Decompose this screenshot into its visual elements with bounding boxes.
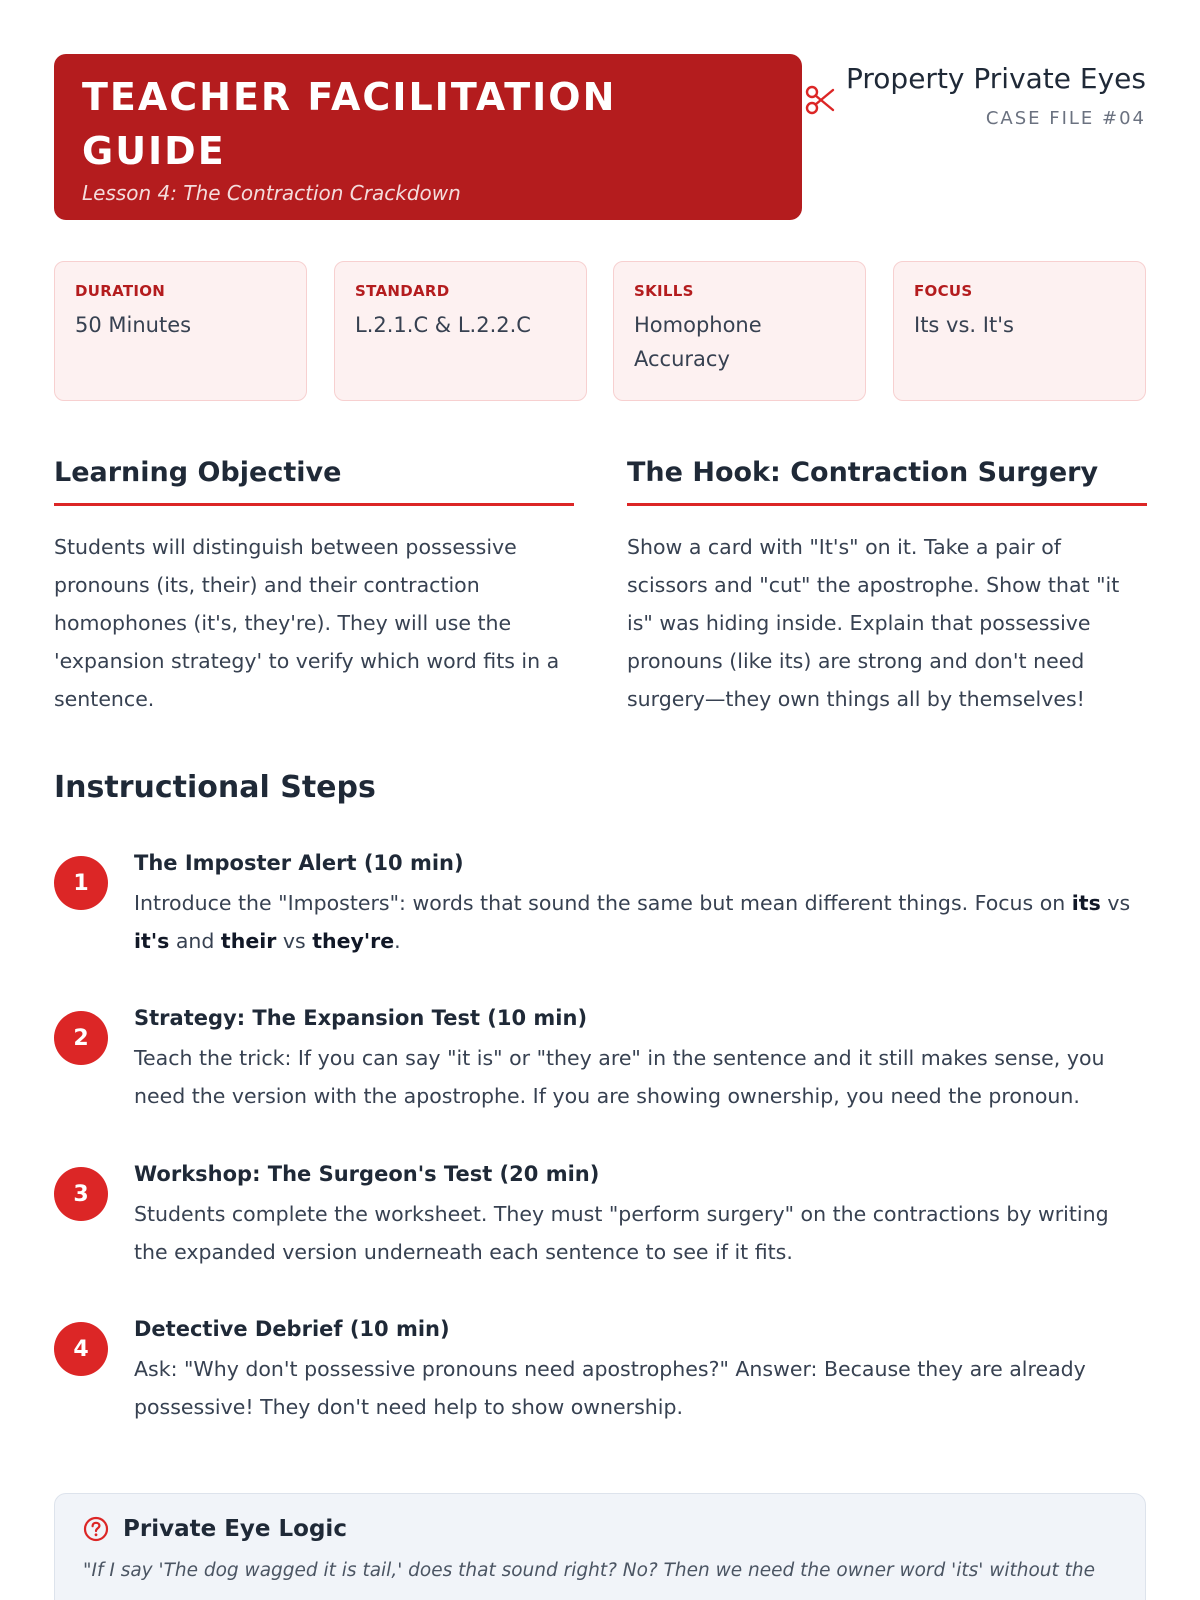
instructional-steps-heading: Instructional Steps xyxy=(54,770,376,805)
step-number-badge: 1 xyxy=(54,856,108,910)
objective-text: Students will distinguish between possessive pronouns (its, their) and their contraction homophones (it's, they're). They will use the 'expansion strategy' to verify which word fits in a sentence. xyxy=(54,535,560,711)
private-eye-logic-box xyxy=(54,1493,1146,1600)
step-body: Students complete the worksheet. They must "perform surgery" on the contractions by writing the expanded version underneath each sentence to see if it fits. xyxy=(134,1202,1109,1264)
card-label: FOCUS xyxy=(914,282,973,300)
card-value: Its vs. It's xyxy=(914,313,1014,337)
hook-text: Show a card with "It's" on it. Take a pair of scissors and "cut" the apostrophe. Show that "it is" was hiding inside. Explain that possessive pronouns (like its) are strong and don't need surgery—they own things all by themselves! xyxy=(627,535,1120,711)
step-title: Strategy: The Expansion Test (10 min) xyxy=(134,1006,588,1030)
step-title: Workshop: The Surgeon's Test (20 min) xyxy=(134,1162,600,1186)
guide-title: TEACHER FACILITATION GUIDE xyxy=(82,75,617,173)
keyword: they're xyxy=(312,929,395,953)
brand-block xyxy=(846,56,1146,129)
step-number-badge: 2 xyxy=(54,1011,108,1065)
step-body-text: vs xyxy=(276,929,313,953)
keyword: it's xyxy=(134,929,170,953)
case-file-number: CASE FILE #04 xyxy=(985,108,1146,129)
lesson-subtitle: Lesson 4: The Contraction Crackdown xyxy=(82,181,461,205)
step-title: Detective Debrief (10 min) xyxy=(134,1317,450,1341)
step-body: Teach the trick: If you can say "it is" or "they are" in the sentence and it still makes sense, you need the version with the apostrophe. If you are showing ownership, you need the pronoun. xyxy=(134,1046,1105,1108)
skills-card xyxy=(613,261,866,401)
step-body-text: and xyxy=(169,929,221,953)
step-title: The Imposter Alert (10 min) xyxy=(134,851,464,875)
step-body xyxy=(134,884,1134,960)
step-body-text: vs xyxy=(1100,891,1131,915)
step-body: Ask: "Why don't possessive pronouns need apostrophes?" Answer: Because they are already possessive! They don't need help to show ownership. xyxy=(134,1357,1086,1419)
help-circle-icon xyxy=(83,1516,109,1542)
keyword: its xyxy=(1071,891,1101,915)
scissors-icon xyxy=(804,84,836,116)
card-label: DURATION xyxy=(75,282,166,300)
info-cards xyxy=(54,261,1146,401)
hook-section xyxy=(627,455,1147,718)
logic-header xyxy=(83,1516,1117,1542)
step-body-text: . xyxy=(394,929,401,953)
card-value: Homophone Accuracy xyxy=(634,313,762,371)
duration-card xyxy=(54,261,307,401)
title-banner xyxy=(54,54,802,220)
keyword: their xyxy=(220,929,277,953)
card-label: STANDARD xyxy=(355,282,450,300)
step-number-badge: 4 xyxy=(54,1322,108,1376)
card-value: 50 Minutes xyxy=(75,313,192,337)
logic-title: Private Eye Logic xyxy=(123,1516,347,1542)
focus-card xyxy=(893,261,1146,401)
section-heading: The Hook: Contraction Surgery xyxy=(627,455,1147,506)
learning-objective-section xyxy=(54,455,574,718)
step-body-text: Introduce the "Imposters": words that sound the same but mean different things. Focus on xyxy=(134,891,1072,915)
teacher-guide-page xyxy=(54,0,1146,1600)
card-label: SKILLS xyxy=(634,282,694,300)
card-value: L.2.1.C & L.2.2.C xyxy=(355,313,531,337)
standard-card xyxy=(334,261,587,401)
logic-quote: "If I say 'The dog wagged it is tail,' does that sound right? No? Then we need the owner word 'its' without the xyxy=(83,1560,1095,1581)
section-heading: Learning Objective xyxy=(54,455,574,506)
step-number-badge: 3 xyxy=(54,1167,108,1221)
brand-name: Property Private Eyes xyxy=(846,62,1146,95)
